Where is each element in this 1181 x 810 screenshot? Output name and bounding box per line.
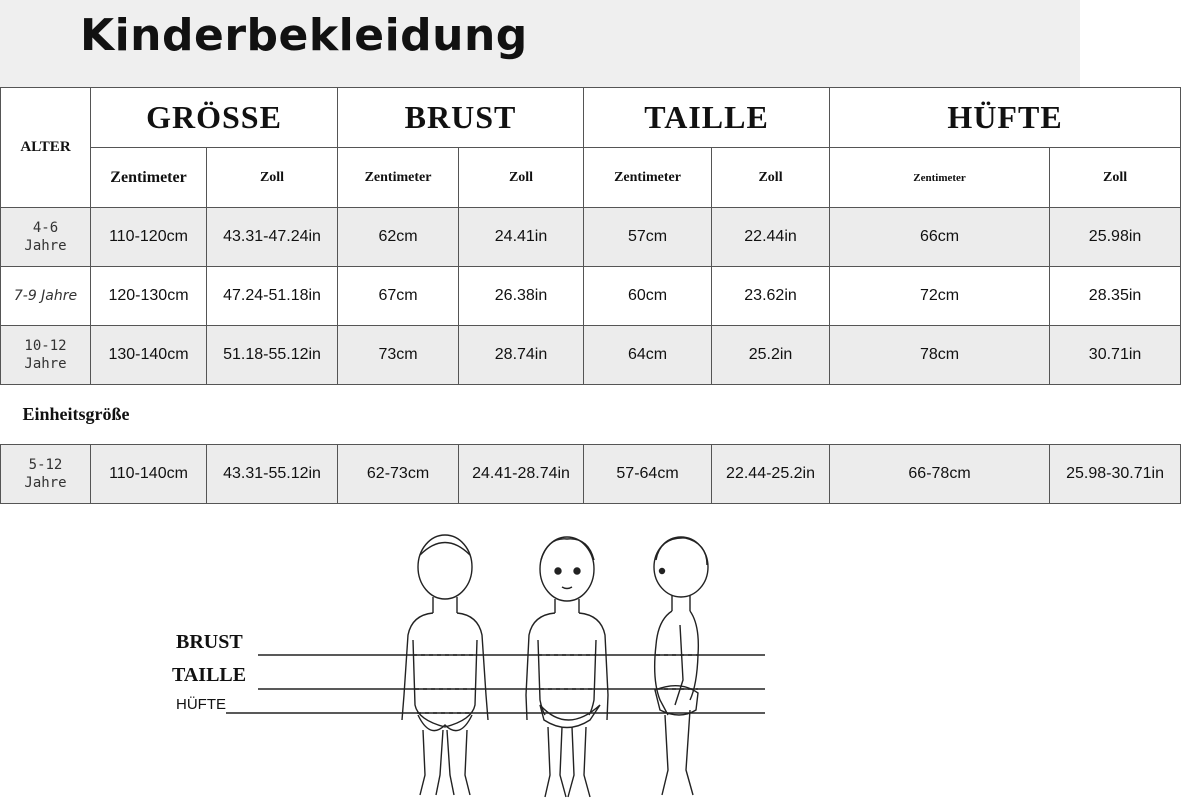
value-cell: 51.18-55.12in [207, 326, 338, 385]
child-back-figure [402, 535, 488, 795]
value-cell: 22.44-25.2in [712, 445, 830, 504]
children-figures-illustration [0, 505, 1080, 805]
value-cell: 28.35in [1050, 267, 1181, 326]
value-cell: 78cm [830, 326, 1050, 385]
unit-header: Zentimeter [338, 148, 459, 208]
value-cell: 66cm [830, 208, 1050, 267]
value-cell: 24.41in [459, 208, 584, 267]
value-cell: 22.44in [712, 208, 830, 267]
unit-header: Zentimeter [91, 148, 207, 208]
unit-header: Zoll [207, 148, 338, 208]
title-bar [0, 0, 1080, 87]
age-cell: 5-12 Jahre [1, 445, 91, 504]
value-cell: 72cm [830, 267, 1050, 326]
page-title: Kinderbekleidung [80, 10, 528, 61]
age-cell: 7-9 Jahre [1, 267, 91, 326]
unit-header: Zentimeter [830, 148, 1050, 208]
one-size-label: Einheitsgröße [1, 385, 1181, 445]
alter-header: ALTER [1, 88, 91, 208]
unit-header: Zoll [1050, 148, 1181, 208]
value-cell: 130-140cm [91, 326, 207, 385]
value-cell: 25.98in [1050, 208, 1181, 267]
value-cell: 66-78cm [830, 445, 1050, 504]
value-cell: 43.31-55.12in [207, 445, 338, 504]
measurement-diagram [0, 505, 1080, 805]
value-cell: 47.24-51.18in [207, 267, 338, 326]
age-cell: 4-6 Jahre [1, 208, 91, 267]
value-cell: 110-140cm [91, 445, 207, 504]
value-cell: 25.2in [712, 326, 830, 385]
value-cell: 25.98-30.71in [1050, 445, 1181, 504]
huefte-label: HÜFTE [176, 696, 226, 713]
value-cell: 26.38in [459, 267, 584, 326]
unit-header: Zentimeter [584, 148, 712, 208]
value-cell: 24.41-28.74in [459, 445, 584, 504]
value-cell: 23.62in [712, 267, 830, 326]
taille-label: TAILLE [172, 664, 247, 686]
value-cell: 30.71in [1050, 326, 1181, 385]
child-front-figure [526, 537, 608, 797]
value-cell: 110-120cm [91, 208, 207, 267]
value-cell: 60cm [584, 267, 712, 326]
value-cell: 57cm [584, 208, 712, 267]
value-cell: 62-73cm [338, 445, 459, 504]
age-cell: 10-12 Jahre [1, 326, 91, 385]
group-header-taille: TAILLE [584, 88, 830, 148]
group-header-brust: BRUST [338, 88, 584, 148]
brust-label: BRUST [176, 631, 243, 653]
table-row [1, 326, 1181, 385]
table-row [1, 208, 1181, 267]
group-header-groesse: GRÖSSE [91, 88, 338, 148]
table-row [1, 445, 1181, 504]
value-cell: 73cm [338, 326, 459, 385]
value-cell: 62cm [338, 208, 459, 267]
unit-header: Zoll [459, 148, 584, 208]
child-side-figure [654, 537, 708, 795]
value-cell: 57-64cm [584, 445, 712, 504]
value-cell: 43.31-47.24in [207, 208, 338, 267]
size-chart-table [0, 87, 1181, 504]
one-size-label-row [1, 385, 1181, 445]
table-row [1, 267, 1181, 326]
value-cell: 120-130cm [91, 267, 207, 326]
value-cell: 67cm [338, 267, 459, 326]
value-cell: 64cm [584, 326, 712, 385]
group-header-huefte: HÜFTE [830, 88, 1181, 148]
unit-header: Zoll [712, 148, 830, 208]
value-cell: 28.74in [459, 326, 584, 385]
